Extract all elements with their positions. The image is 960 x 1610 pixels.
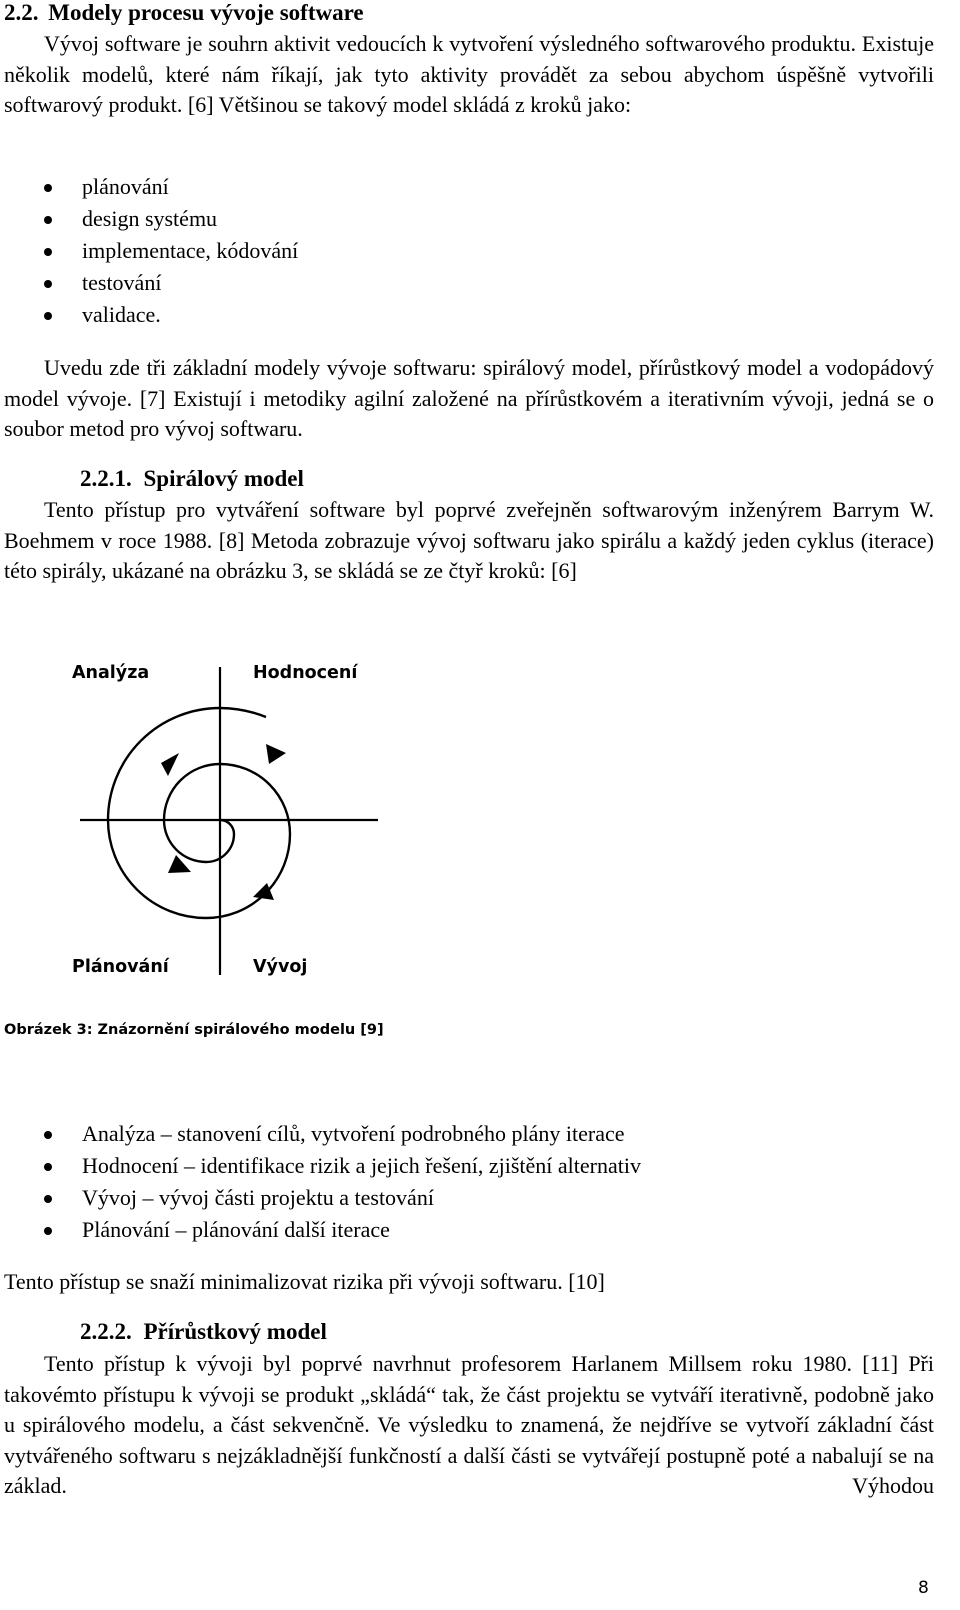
process-steps-list [0,171,298,331]
spiral-paragraph: Tento přístup pro vytváření software byl poprvé zveřejněn softwarovým inženýrem Barrym W. Boehmem v roce 1988. [8] Metoda zobrazuje vývoj softwaru jako spirálu a každý jeden cyklus (iterace) této spirály, ukázané na obrázku 3, se skládá se ze čtyř kroků: [6] [4,497,934,583]
spiral-diagram [60,655,400,985]
section-title: Spirálový model [143,466,304,491]
figure-label-analyza: Analýza [72,663,150,683]
spiral-curve [108,708,290,918]
list-item: Plánování – plánování další iterace [0,1214,641,1246]
list-item: Vývoj – vývoj části projektu a testování [0,1182,641,1214]
incremental-paragraph: Tento přístup k vývoji byl poprvé navrhnut profesorem Harlanem Millsem roku 1980. [11] Při takovémto přístupu k vývoji se produkt „skládá“ tak, že část projektu se vytváří iterativně, podobně jako u spirálového modelu, a část sekvenčně. Ve výsledku to znamená, že nejdříve se vytvoří základní část vytvářeného softwaru s nejzákladnější funkčností a další části se vytvářejí postupně poté a nabalují se na základ. Výhodou [4,1351,934,1498]
section-heading-2-2-1 [80,466,304,492]
list-item: Hodnocení – identifikace rizik a jejich řešení, zjištění alternativ [0,1150,641,1182]
figure-label-hodnoceni: Hodnocení [253,663,358,683]
list-item: plánování [0,171,298,203]
models-paragraph: Uvedu zde tři základní modely vývoje softwaru: spirálový model, přírůstkový model a vodopádový model vývoje. [7] Existují i metodiky agilní založené na přírůstkovém a iterativním vývoji, jedná se o soubor metod pro vývoj softwaru. [4,355,934,441]
list-item: design systému [0,203,298,235]
arrowhead [161,753,179,776]
section-title: Přírůstkový model [143,1319,327,1344]
section-number: 2.2. [4,0,39,25]
list-item: Analýza – stanovení cílů, vytvoření podrobného plány iterace [0,1118,641,1150]
spiral-steps-list [0,1118,641,1246]
list-item: validace. [0,299,298,331]
intro-paragraph: Vývoj software je souhrn aktivit vedoucích k vytvoření výsledného softwarového produktu. Existuje několik modelů, které nám říkají, jak tyto aktivity provádět za sebou abychom úspěšně vytvořili softwarový produkt. [6] Většinou se takový model skládá z kroků jako: [4,31,934,117]
figure-label-vyvoj: Vývoj [253,957,308,977]
list-item: implementace, kódování [0,235,298,267]
section-number: 2.2.1. [80,466,132,491]
section-title: Modely procesu vývoje software [48,0,364,25]
section-heading-2-2-2 [80,1319,327,1345]
figure-label-planovani: Plánování [72,957,169,977]
section-heading-2-2 [4,0,364,26]
page-number: 8 [918,1578,929,1598]
risk-paragraph: Tento přístup se snaží minimalizovat rizika při vývoji softwaru. [10] [4,1269,605,1294]
list-item: testování [0,267,298,299]
figure-caption: Obrázek 3: Znázornění spirálového modelu [9] [4,1022,384,1038]
spiral-figure [60,655,400,985]
section-number: 2.2.2. [80,1319,132,1344]
arrowhead [266,744,286,764]
